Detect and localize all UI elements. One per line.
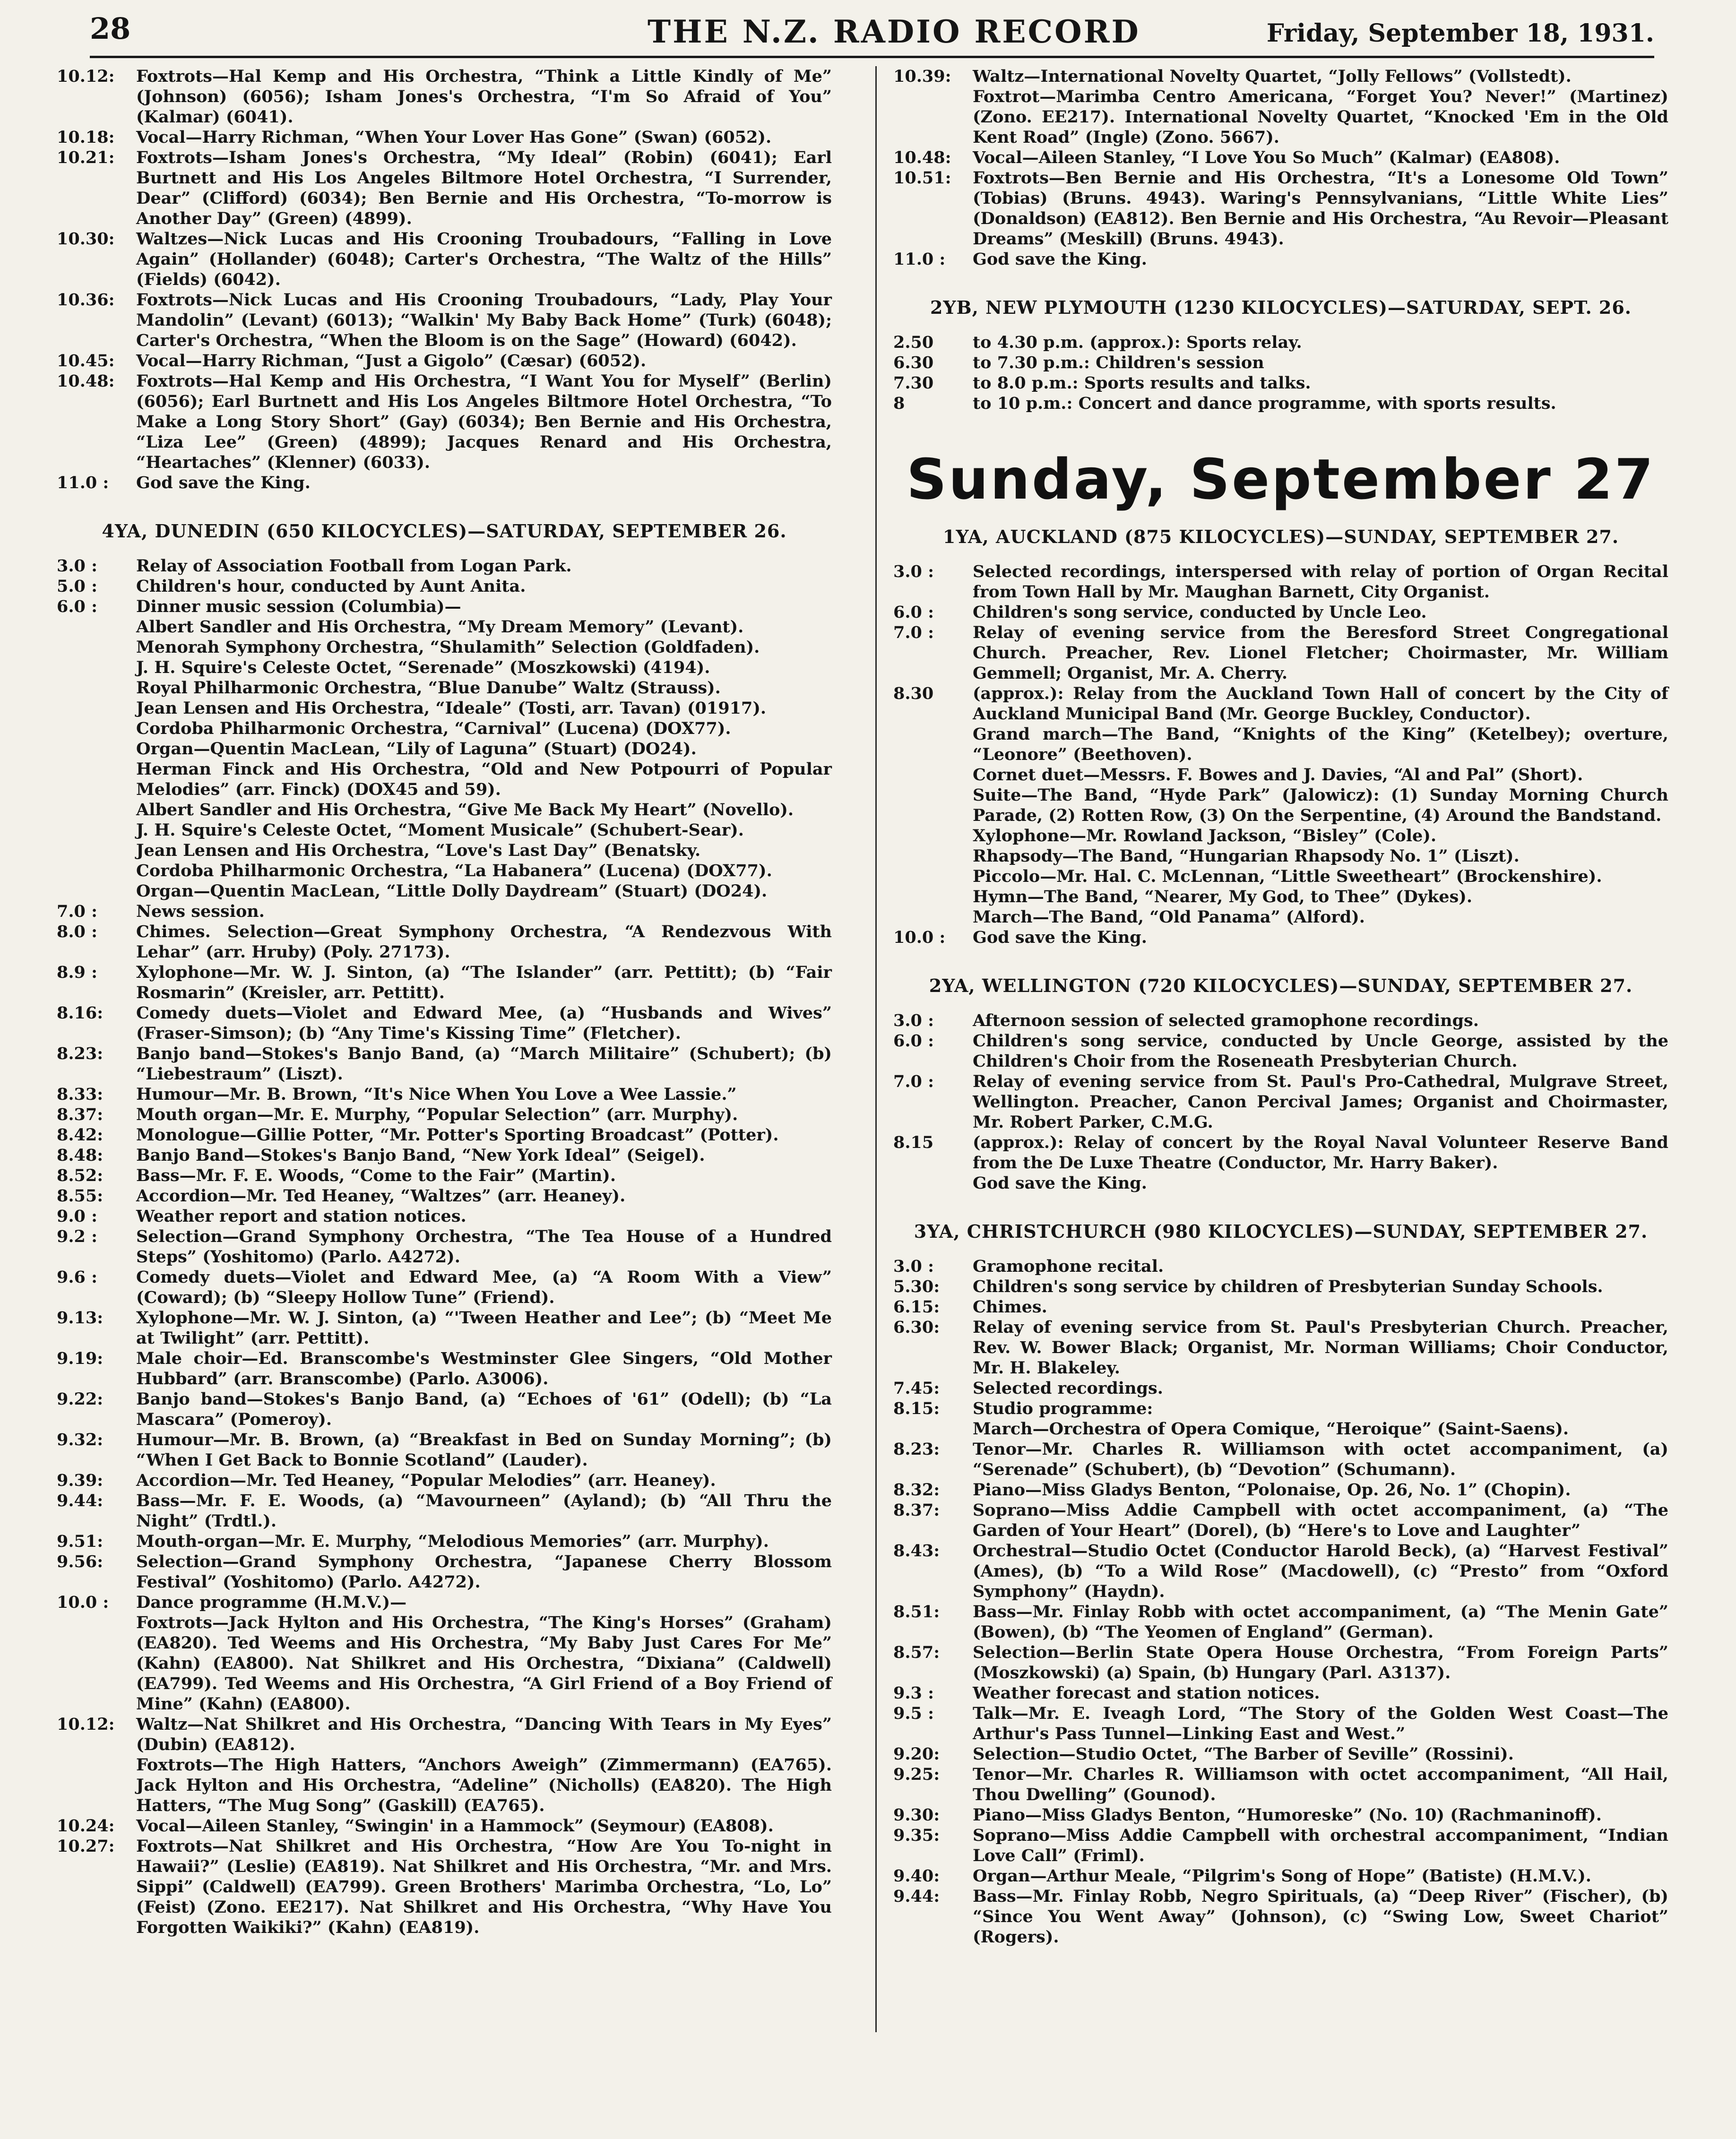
right-block2 [893, 332, 1668, 414]
entry-time: 8.57: [893, 1643, 940, 1662]
entry-text: Xylophone—Mr. Rowland Jackson, “Bisley” (Cole). [973, 826, 1437, 845]
programme-entry [893, 1805, 1668, 1825]
entry-time: 9.25: [893, 1765, 940, 1784]
entry-time: 10.18: [57, 128, 115, 147]
programme-entry [57, 881, 832, 901]
programme-entry [893, 86, 1668, 147]
programme-entry [893, 249, 1668, 269]
programme-entry [57, 962, 832, 1003]
programme-entry [57, 759, 832, 800]
entry-text: Monologue—Gillie Potter, “Mr. Potter's Sporting Broadcast” (Potter). [136, 1125, 779, 1145]
entry-text: (approx.): Relay of concert by the Royal Naval Volunteer Reserve Band from the De Luxe Theatre (Conductor, Mr. Harry Baker). [973, 1133, 1668, 1173]
entry-text: Mouth-organ—Mr. E. Murphy, “Melodious Memories” (arr. Murphy). [136, 1532, 769, 1551]
programme-entry [57, 1592, 832, 1613]
programme-entry [57, 147, 832, 229]
entry-text: Organ—Arthur Meale, “Pilgrim's Song of Hope” (Batiste) (H.M.V.). [973, 1866, 1591, 1886]
programme-entry [57, 1836, 832, 1938]
programme-entry [893, 1764, 1668, 1805]
entry-time: 9.32: [57, 1430, 104, 1449]
entry-time: 5.0 : [57, 577, 97, 596]
entry-time: 8.23: [893, 1440, 940, 1459]
entry-time: 10.30: [57, 229, 115, 249]
entry-text: Tenor—Mr. Charles R. Williamson with octet accompaniment, “All Hail, Thou Dwelling” (Gounod). [973, 1765, 1668, 1804]
programme-entry [893, 1378, 1668, 1398]
programme-entry [57, 1613, 832, 1714]
entry-time: 8.37: [893, 1501, 940, 1520]
day-heading: Sunday, September 27 [907, 447, 1655, 512]
entry-time: 8.9 : [57, 963, 97, 982]
entry-time: 9.2 : [57, 1227, 97, 1246]
programme-entry [893, 1398, 1668, 1419]
entry-text: Menorah Symphony Orchestra, “Shulamith” Selection (Goldfaden). [136, 638, 760, 657]
programme-entry [57, 1816, 832, 1836]
programme-entry [57, 1470, 832, 1491]
entry-text: Waltz—Nat Shilkret and His Orchestra, “Dancing With Tears in My Eyes” (Dubin) (EA812). [136, 1715, 832, 1754]
entry-text: Relay of evening service from St. Paul's Presbyterian Church. Preacher, Rev. W. Bower Black; Organist, Mr. Norman Williams; Choir Conductor, Mr. H. Blakeley. [973, 1318, 1668, 1378]
programme-entry [893, 1276, 1668, 1297]
entry-time: 9.56: [57, 1552, 104, 1571]
programme-entry [57, 1430, 832, 1470]
entry-text: J. H. Squire's Celeste Octet, “Serenade” (Moszkowski) (4194). [136, 658, 710, 677]
entry-time: 8.33: [57, 1085, 104, 1104]
entry-time: 7.0 : [893, 623, 934, 642]
programme-entry [893, 1744, 1668, 1764]
programme-entry [57, 1226, 832, 1267]
programme-entry [57, 1389, 832, 1430]
entry-text: Dinner music session (Columbia)— [136, 597, 461, 616]
entry-text: Vocal—Harry Richman, “When Your Lover Has Gone” (Swan) (6052). [136, 128, 772, 147]
station-heading-2yb: 2YB, NEW PLYMOUTH (1230 KILOCYCLES)—SATURDAY, SEPT. 26. [930, 297, 1632, 318]
entry-text: Foxtrots—Ben Bernie and His Orchestra, “It's a Lonesome Old Town” (Tobias) (Bruns. 4943). Waring's Pennsylvanians, “Little White Lies” (Donaldson) (EA812). Ben Bernie and His Orchestra, “Au Revoir—Pleasant Dreams” (Meskill) (Bruns. 4943). [973, 168, 1668, 249]
entry-time: 8.51: [893, 1602, 940, 1622]
entry-time: 8.15 [893, 1133, 934, 1152]
entry-text: Children's song service, conducted by Uncle Leo. [973, 603, 1427, 622]
entry-time: 3.0 : [893, 562, 934, 581]
entry-time: 8.23: [57, 1044, 104, 1063]
entry-text: Royal Philharmonic Orchestra, “Blue Danube” Waltz (Strauss). [136, 678, 721, 698]
entry-text: Vocal—Harry Richman, “Just a Gigolo” (Cæsar) (6052). [136, 351, 647, 371]
entry-text: to 4.30 p.m. (approx.): Sports relay. [973, 333, 1302, 352]
programme-entry [893, 1866, 1668, 1886]
programme-entry [893, 393, 1668, 414]
entry-text: Foxtrots—Hal Kemp and His Orchestra, “Think a Little Kindly of Me” (Johnson) (6056); Isham Jones's Orchestra, “I'm So Afraid of You” (Kalmar) (6041). [136, 67, 832, 127]
programme-entry [893, 168, 1668, 249]
programme-entry [893, 1419, 1668, 1439]
entry-text: Grand march—The Band, “Knights of the King” (Ketelbey); overture, “Leonore” (Beethoven). [973, 724, 1668, 764]
entry-time: 3.0 : [893, 1011, 934, 1030]
programme-entry [893, 1010, 1668, 1031]
entry-text: Jean Lensen and His Orchestra, “Love's Last Day” (Benatsky. [136, 841, 701, 860]
programme-entry [893, 1602, 1668, 1642]
programme-entry [57, 576, 832, 596]
programme-entry [893, 866, 1668, 887]
entry-text: Foxtrots—Nat Shilkret and His Orchestra, “How Are You To-night in Hawaii?” (Leslie) (EA819). Nat Shilkret and His Orchestra, “Mr. and Mrs. Sippi” (Caldwell) (EA799). Green Brothers' Marimba Orchestra, “Lo, Lo” (Feist) (Zono. EE217). Nat Shilkret and His Orchestra, “Why Have You Forgotten Waikiki?” (Kahn) (EA819). [136, 1837, 832, 1937]
programme-entry [57, 290, 832, 351]
entry-text: Bass—Mr. Finlay Robb with octet accompaniment, (a) “The Menin Gate” (Bowen), (b) “The Yeomen of England” (German). [973, 1602, 1668, 1642]
programme-entry [57, 371, 832, 473]
programme-entry [893, 1439, 1668, 1480]
programme-entry [893, 602, 1668, 622]
entry-time: 8.16: [57, 1003, 104, 1023]
entry-text: Vocal—Aileen Stanley, “I Love You So Much” (Kalmar) (EA808). [973, 148, 1560, 167]
entry-text: Children's hour, conducted by Aunt Anita. [136, 577, 526, 596]
programme-entry [893, 1297, 1668, 1317]
programme-entry [57, 922, 832, 962]
entry-time: 8.0 : [57, 922, 97, 941]
entry-time: 6.0 : [57, 597, 97, 616]
entry-time: 9.5 : [893, 1704, 934, 1723]
entry-text: Chimes. [973, 1297, 1047, 1317]
entry-time: 8.37: [57, 1105, 104, 1124]
left-column [57, 66, 832, 1938]
entry-text: Children's song service, conducted by Uncle George, assisted by the Children's Choir from the Roseneath Presbyterian Church. [973, 1031, 1668, 1071]
programme-entry [893, 1173, 1668, 1193]
programme-entry [893, 683, 1668, 724]
entry-text: Waltz—International Novelty Quartet, “Jolly Fellows” (Vollstedt). [973, 67, 1572, 86]
left-block1 [57, 66, 832, 493]
entry-time: 8.52: [57, 1166, 104, 1185]
entry-text: Humour—Mr. B. Brown, (a) “Breakfast in Bed on Sunday Morning”; (b) “When I Get Back to Bonnie Scotland” (Lauder). [136, 1430, 832, 1470]
programme-entry [57, 229, 832, 290]
entry-time: 5.30: [893, 1277, 940, 1296]
entry-text: Jean Lensen and His Orchestra, “Ideale” (Tosti, arr. Tavan) (01917). [136, 699, 767, 718]
programme-entry [893, 1071, 1668, 1132]
right-block4 [893, 1010, 1668, 1193]
entry-text: Gramophone recital. [973, 1257, 1164, 1276]
entry-text: Bass—Mr. Finlay Robb, Negro Spirituals, (a) “Deep River” (Fischer), (b) “Since You Went Away” (Johnson), (c) “Swing Low, Sweet Chariot” (Rogers). [973, 1887, 1668, 1947]
entry-text: Weather report and station notices. [136, 1207, 466, 1226]
entry-text: Bass—Mr. F. E. Woods, (a) “Mavourneen” (Ayland); (b) “All Thru the Night” (Trdtl.). [136, 1491, 832, 1531]
entry-text: Foxtrots—Isham Jones's Orchestra, “My Ideal” (Robin) (6041); Earl Burtnett and His Los Angeles Biltmore Hotel Orchestra, “I Surrender, Dear” (Clifford) (6034); Ben Bernie and His Orchestra, “To-morrow is Another Day” (Green) (4899). [136, 148, 832, 228]
programme-entry [57, 678, 832, 698]
entry-time: 10.27: [57, 1837, 115, 1856]
entry-time: 8 [893, 394, 905, 413]
programme-entry [57, 657, 832, 678]
programme-entry [893, 1256, 1668, 1276]
programme-entry [57, 556, 832, 576]
programme-entry [57, 1003, 832, 1044]
entry-text: Humour—Mr. B. Brown, “It's Nice When You Love a Wee Lassie.” [136, 1085, 737, 1104]
programme-entry [57, 1531, 832, 1552]
page-header [90, 10, 1654, 58]
programme-entry [57, 637, 832, 657]
programme-entry [57, 1267, 832, 1308]
entry-text: Tenor—Mr. Charles R. Williamson with octet accompaniment, (a) “Serenade” (Schubert), (b) “Devotion” (Schumann). [973, 1440, 1668, 1479]
entry-text: March—The Band, “Old Panama” (Alford). [973, 907, 1365, 927]
station-heading-3ya: 3YA, CHRISTCHURCH (980 KILOCYCLES)—SUNDAY, SEPTEMBER 27. [914, 1221, 1648, 1242]
entry-time: 9.3 : [893, 1683, 934, 1703]
programme-entry [893, 561, 1668, 602]
entry-time: 7.0 : [57, 902, 97, 921]
entry-time: 8.43: [893, 1541, 940, 1561]
entry-time: 10.51: [893, 168, 951, 188]
entry-time: 3.0 : [893, 1257, 934, 1276]
programme-entry [893, 332, 1668, 353]
entry-text: Weather forecast and station notices. [973, 1683, 1320, 1703]
masthead: THE N.Z. RADIO RECORD [648, 13, 1140, 50]
entry-time: 8.55: [57, 1186, 104, 1206]
entry-text: Soprano—Miss Addie Campbell with orchestral accompaniment, “Indian Love Call” (Friml). [973, 1826, 1668, 1865]
programme-entry [893, 373, 1668, 393]
column-rule [875, 66, 877, 2032]
entry-text: J. H. Squire's Celeste Octet, “Moment Musicale” (Schubert-Sear). [136, 820, 744, 840]
entry-time: 9.44: [893, 1887, 940, 1906]
programme-entry [893, 785, 1668, 826]
entry-time: 9.40: [893, 1866, 940, 1886]
programme-entry [893, 927, 1668, 948]
programme-entry [57, 1084, 832, 1104]
issue-date: Friday, September 18, 1931. [1266, 19, 1654, 48]
entry-time: 8.32: [893, 1480, 940, 1500]
entry-time: 10.12: [57, 1715, 115, 1734]
left-block2 [57, 556, 832, 1938]
entry-time: 6.30: [893, 1318, 940, 1337]
programme-entry [893, 1541, 1668, 1602]
programme-entry [57, 840, 832, 861]
entry-text: Relay of evening service from the Beresford Street Congregational Church. Preacher, Rev. Lionel Fletcher; Choirmaster, Mr. William Gemmell; Organist, Mr. A. Cherry. [973, 623, 1668, 683]
entry-time: 9.35: [893, 1826, 940, 1845]
entry-text: Bass—Mr. F. E. Woods, “Come to the Fair” (Martin). [136, 1166, 616, 1185]
entry-text: Chimes. Selection—Great Symphony Orchestra, “A Rendezvous With Lehar” (arr. Hruby) (Poly. 27173). [136, 922, 832, 962]
programme-entry [57, 596, 832, 617]
entry-text: Banjo Band—Stokes's Banjo Band, “New York Ideal” (Seigel). [136, 1146, 705, 1165]
entry-time: 9.13: [57, 1308, 104, 1328]
programme-entry [57, 698, 832, 718]
entry-text: Banjo band—Stokes's Banjo Band, (a) “March Militaire” (Schubert); (b) “Liebestraum” (Liszt). [136, 1044, 832, 1084]
programme-entry [893, 622, 1668, 683]
entry-time: 10.12: [57, 67, 115, 86]
programme-entry [893, 1480, 1668, 1500]
programme-entry [893, 826, 1668, 846]
programme-entry [893, 66, 1668, 86]
programme-entry [893, 1500, 1668, 1541]
entry-text: God save the King. [136, 473, 311, 492]
entry-text: Dance programme (H.M.V.)— [136, 1593, 407, 1612]
entry-time: 9.19: [57, 1349, 104, 1368]
station-heading-4ya: 4YA, DUNEDIN (650 KILOCYCLES)—SATURDAY, SEPTEMBER 26. [102, 520, 787, 542]
programme-entry [57, 1206, 832, 1226]
entry-text: Children's song service by children of Presbyterian Sunday Schools. [973, 1277, 1603, 1296]
programme-entry [57, 66, 832, 127]
entry-text: Afternoon session of selected gramophone recordings. [973, 1011, 1479, 1030]
programme-entry [893, 1031, 1668, 1071]
right-column [893, 66, 1668, 1947]
entry-text: Piano—Miss Gladys Benton, “Polonaise, Op. 26, No. 1” (Chopin). [973, 1480, 1571, 1500]
entry-time: 7.30 [893, 373, 934, 393]
programme-entry [893, 765, 1668, 785]
entry-text: Selection—Grand Symphony Orchestra, “The Tea House of a Hundred Steps” (Yoshitomo) (Parlo. A4272). [136, 1227, 832, 1267]
programme-entry [893, 147, 1668, 168]
programme-entry [893, 1132, 1668, 1173]
entry-time: 10.48: [57, 371, 115, 391]
entry-time: 2.50 [893, 333, 934, 352]
programme-entry [57, 1145, 832, 1165]
entry-text: Selection—Berlin State Opera House Orchestra, “From Foreign Parts” (Moszkowski) (a) Spain, (b) Hungary (Parl. A3137). [973, 1643, 1668, 1682]
station-heading-1ya: 1YA, AUCKLAND (875 KILOCYCLES)—SUNDAY, SEPTEMBER 27. [942, 526, 1619, 547]
entry-text: Orchestral—Studio Octet (Conductor Harold Beck), (a) “Harvest Festival” (Ames), (b) “To a Wild Rose” (Macdowell), (c) “Presto” from “Oxford Symphony” (Haydn). [973, 1541, 1668, 1601]
right-block1 [893, 66, 1668, 269]
entry-text: (approx.): Relay from the Auckland Town Hall of concert by the City of Auckland Municipal Band (Mr. George Buckley, Conductor). [973, 684, 1668, 724]
programme-entry [57, 127, 832, 147]
entry-text: Suite—The Band, “Hyde Park” (Jalowicz): (1) Sunday Morning Church Parade, (2) Rotten Row, (3) On the Serpentine, (4) Around the Bandstand. [973, 785, 1668, 825]
entry-time: 8.48: [57, 1146, 104, 1165]
programme-entry [57, 1714, 832, 1755]
entry-text: Mouth organ—Mr. E. Murphy, “Popular Selection” (arr. Murphy). [136, 1105, 738, 1124]
programme-entry [57, 1186, 832, 1206]
programme-entry [57, 1552, 832, 1592]
programme-entry [893, 1642, 1668, 1683]
entry-text: Male choir—Ed. Branscombe's Westminster Glee Singers, “Old Mother Hubbard” (arr. Branscombe) (Parlo. A3006). [136, 1349, 832, 1389]
entry-text: Studio programme: [973, 1399, 1153, 1418]
programme-entry [893, 353, 1668, 373]
programme-entry [57, 861, 832, 881]
entry-time: 9.22: [57, 1389, 104, 1409]
entry-time: 9.30: [893, 1805, 940, 1825]
programme-entry [893, 1683, 1668, 1703]
entry-text: Albert Sandler and His Orchestra, “My Dream Memory” (Levant). [136, 617, 744, 637]
entry-time: 10.39: [893, 67, 951, 86]
entry-time: 6.0 : [893, 1031, 934, 1051]
entry-text: Foxtrot—Marimba Centro Americana, “Forget You? Never!” (Martinez) (Zono. EE217). International Novelty Quartet, “Knocked 'Em in the Old Kent Road” (Ingle) (Zono. 5667). [973, 87, 1668, 147]
entry-time: 9.20: [893, 1744, 940, 1764]
entry-time: 10.36: [57, 290, 115, 310]
programme-entry [893, 1317, 1668, 1378]
entry-time: 9.0 : [57, 1207, 97, 1226]
entry-text: Selection—Grand Symphony Orchestra, “Japanese Cherry Blossom Festival” (Yoshitomo) (Parlo. A4272). [136, 1552, 832, 1592]
entry-text: Banjo band—Stokes's Banjo Band, (a) “Echoes of '61” (Odell); (b) “La Mascara” (Pomeroy). [136, 1389, 832, 1429]
programme-entry [893, 1825, 1668, 1866]
entry-text: Cordoba Philharmonic Orchestra, “La Habanera” (Lucena) (DOX77). [136, 861, 772, 880]
entry-text: Selected recordings. [973, 1379, 1163, 1398]
entry-text: God save the King. [973, 928, 1147, 947]
entry-text: God save the King. [973, 1173, 1147, 1193]
programme-entry [893, 907, 1668, 927]
entry-text: Foxtrots—Nick Lucas and His Crooning Troubadours, “Lady, Play Your Mandolin” (Levant) (6013); “Walkin' My Baby Back Home” (Turk) (6048); Carter's Orchestra, “When the Bloom is on the Sage” (Howard) (6042). [136, 290, 832, 350]
entry-text: Rhapsody—The Band, “Hungarian Rhapsody No. 1” (Liszt). [973, 846, 1520, 866]
programme-entry [57, 351, 832, 371]
programme-entry [893, 846, 1668, 866]
entry-text: to 8.0 p.m.: Sports results and talks. [973, 373, 1311, 393]
entry-time: 9.51: [57, 1532, 104, 1551]
entry-time: 9.44: [57, 1491, 104, 1510]
programme-entry [57, 739, 832, 759]
entry-text: Talk—Mr. E. Iveagh Lord, “The Story of the Golden West Coast—The Arthur's Pass Tunnel—Linking East and West.” [973, 1704, 1668, 1743]
entry-time: 8.42: [57, 1125, 104, 1145]
programme-entry [893, 724, 1668, 765]
entry-text: to 10 p.m.: Concert and dance programme, with sports results. [973, 394, 1556, 413]
entry-text: Comedy duets—Violet and Edward Mee, (a) “A Room With a View” (Coward); (b) “Sleepy Hollow Tune” (Friend). [136, 1268, 832, 1307]
entry-text: Comedy duets—Violet and Edward Mee, (a) “Husbands and Wives” (Fraser-Simson); (b) “Any Time's Kissing Time” (Fletcher). [136, 1003, 832, 1043]
entry-time: 10.24: [57, 1816, 115, 1836]
programme-entry [57, 1491, 832, 1531]
entry-text: News session. [136, 902, 265, 921]
entry-time: 8.15: [893, 1399, 940, 1418]
right-block3 [893, 561, 1668, 948]
programme-entry [893, 1703, 1668, 1744]
entry-text: Herman Finck and His Orchestra, “Old and New Potpourri of Popular Melodies” (arr. Finck) (DOX45 and 59). [136, 759, 832, 799]
entry-text: Organ—Quentin MacLean, “Little Dolly Daydream” (Stuart) (DO24). [136, 881, 768, 901]
entry-text: March—Orchestra of Opera Comique, “Heroique” (Saint-Saens). [973, 1419, 1569, 1439]
programme-entry [893, 1886, 1668, 1947]
entry-text: Foxtrots—The High Hatters, “Anchors Aweigh” (Zimmermann) (EA765). Jack Hylton and His Orchestra, “Adeline” (Nicholls) (EA820). The High Hatters, “The Mug Song” (Gaskill) (EA765). [136, 1755, 832, 1815]
entry-text: Vocal—Aileen Stanley, “Swingin' in a Hammock” (Seymour) (EA808). [136, 1816, 774, 1836]
entry-time: 7.0 : [893, 1072, 934, 1091]
programme-entry [57, 1104, 832, 1125]
station-heading-2ya: 2YA, WELLINGTON (720 KILOCYCLES)—SUNDAY, SEPTEMBER 27. [929, 975, 1633, 996]
entry-text: Albert Sandler and His Orchestra, “Give Me Back My Heart” (Novello). [136, 800, 794, 819]
entry-time: 10.48: [893, 148, 951, 167]
entry-time: 10.0 : [57, 1593, 109, 1612]
entry-text: Cornet duet—Messrs. F. Bowes and J. Davies, “Al and Pal” (Short). [973, 765, 1583, 785]
entry-text: Xylophone—Mr. W. J. Sinton, (a) “'Tween Heather and Lee”; (b) “Meet Me at Twilight” (arr. Pettitt). [136, 1308, 832, 1348]
programme-entry [57, 1755, 832, 1816]
programme-entry [57, 820, 832, 840]
entry-time: 6.15: [893, 1297, 940, 1317]
programme-entry [57, 473, 832, 493]
entry-time: 9.39: [57, 1471, 104, 1490]
programme-entry [57, 1308, 832, 1348]
programme-entry [57, 617, 832, 637]
programme-entry [893, 887, 1668, 907]
programme-entry [57, 1165, 832, 1186]
programme-entry [57, 1125, 832, 1145]
right-block5 [893, 1256, 1668, 1947]
entry-text: to 7.30 p.m.: Children's session [973, 353, 1264, 372]
entry-text: Piano—Miss Gladys Benton, “Humoreske” (No. 10) (Rachmaninoff). [973, 1805, 1602, 1825]
entry-text: Relay of evening service from St. Paul's Pro-Cathedral, Mulgrave Street, Wellington. Preacher, Canon Percival James; Organist and Choirmaster, Mr. Robert Parker, C.M.G. [973, 1072, 1668, 1132]
entry-text: Accordion—Mr. Ted Heaney, “Popular Melodies” (arr. Heaney). [136, 1471, 716, 1490]
entry-text: Waltzes—Nick Lucas and His Crooning Troubadours, “Falling in Love Again” (Hollander) (6048); Carter's Orchestra, “The Waltz of the Hills” (Fields) (6042). [136, 229, 832, 289]
programme-entry [57, 1348, 832, 1389]
entry-time: 10.21: [57, 148, 115, 167]
entry-text: Organ—Quentin MacLean, “Lily of Laguna” (Stuart) (DO24). [136, 739, 697, 759]
entry-text: Cordoba Philharmonic Orchestra, “Carnival” (Lucena) (DOX77). [136, 719, 731, 738]
entry-text: Hymn—The Band, “Nearer, My God, to Thee” (Dykes). [973, 887, 1473, 906]
entry-text: Accordion—Mr. Ted Heaney, “Waltzes” (arr. Heaney). [136, 1186, 626, 1206]
entry-text: Selection—Studio Octet, “The Barber of Seville” (Rossini). [973, 1744, 1514, 1764]
entry-text: Foxtrots—Jack Hylton and His Orchestra, “The King's Horses” (Graham) (EA820). Ted Weems and His Orchestra, “My Baby Just Cares For Me” (Kahn) (EA800). Nat Shilkret and His Orchestra, “Dixiana” (Caldwell) (EA799). Ted Weems and His Orchestra, “A Girl Friend of a Boy Friend of Mine” (Kahn) (EA800). [136, 1613, 832, 1714]
entry-text: Soprano—Miss Addie Campbell with octet accompaniment, (a) “The Garden of Your Heart” (Dorel), (b) “Here's to Love and Laughter” [973, 1501, 1668, 1540]
entry-time: 6.0 : [893, 603, 934, 622]
entry-time: 11.0 : [57, 473, 109, 492]
entry-time: 3.0 : [57, 556, 97, 576]
programme-entry [57, 1044, 832, 1084]
programme-entry [57, 901, 832, 922]
entry-text: Relay of Association Football from Logan Park. [136, 556, 572, 576]
entry-text: Piccolo—Mr. Hal. C. McLennan, “Little Sweetheart” (Brockenshire). [973, 867, 1602, 886]
page-number: 28 [90, 11, 131, 46]
entry-time: 10.45: [57, 351, 115, 371]
entry-time: 7.45: [893, 1379, 940, 1398]
programme-entry [57, 800, 832, 820]
entry-time: 10.0 : [893, 928, 946, 947]
programme-entry [57, 718, 832, 739]
entry-time: 8.30 [893, 684, 934, 703]
entry-time: 6.30 [893, 353, 934, 372]
entry-text: Xylophone—Mr. W. J. Sinton, (a) “The Islander” (arr. Pettitt); (b) “Fair Rosmarin” (Kreisler, arr. Pettitt). [136, 963, 832, 1002]
entry-text: Foxtrots—Hal Kemp and His Orchestra, “I Want You for Myself” (Berlin) (6056); Earl Burtnett and His Los Angeles Biltmore Hotel Orchestra, “To Make a Long Story Short” (Gay) (6034); Ben Bernie and His Orchestra, “Liza Lee” (Green) (4899); Jacques Renard and His Orchestra, “Heartaches” (Klenner) (6033). [136, 371, 832, 472]
entry-time: 11.0 : [893, 250, 946, 269]
entry-text: Selected recordings, interspersed with relay of portion of Organ Recital from Town Hall by Mr. Maughan Barnett, City Organist. [973, 562, 1668, 602]
entry-time: 9.6 : [57, 1268, 97, 1287]
entry-text: God save the King. [973, 250, 1147, 269]
